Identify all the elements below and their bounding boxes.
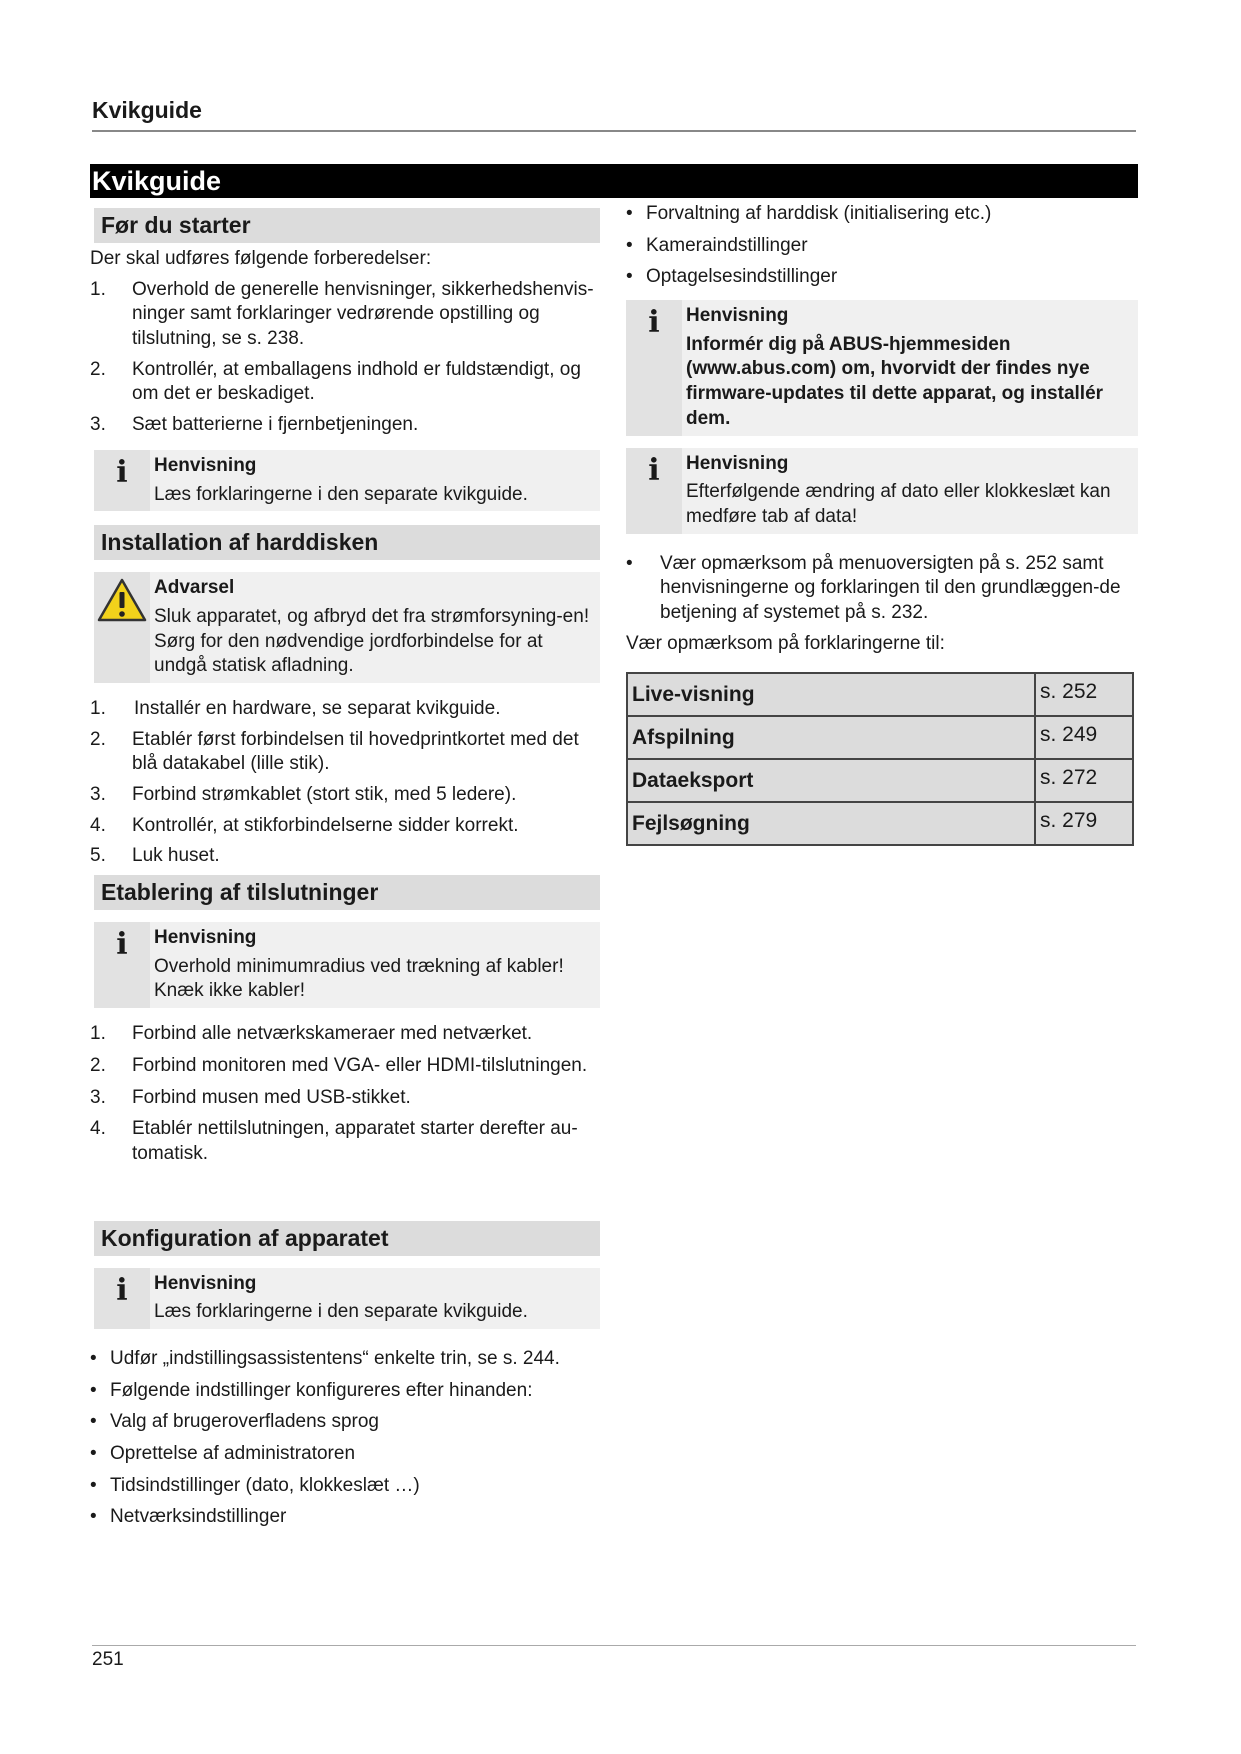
table-row: Afspilning s. 249 bbox=[627, 716, 1133, 759]
section-heading-install-disk: Installation af harddisken bbox=[94, 525, 600, 560]
table-row: Fejlsøgning s. 279 bbox=[627, 802, 1133, 845]
table-intro: Vær opmærksom på forklaringerne til: bbox=[626, 632, 945, 654]
note-text: Efterfølgende ændring af dato eller klokkeslæt kan medføre tab af data! bbox=[686, 481, 1111, 527]
before-start-steps bbox=[90, 278, 600, 438]
warning-text: Sluk apparatet, og afbryd det fra strømforsyning-en! bbox=[154, 605, 590, 627]
info-icon: i bbox=[626, 300, 682, 435]
table-row: Live-visning s. 252 bbox=[627, 673, 1133, 716]
list-item: 3. Forbind musen med USB-stikket. bbox=[90, 1086, 411, 1108]
section-heading-before-start: Før du starter bbox=[94, 208, 600, 243]
list-item: • Følgende indstillinger konfigureres efter hinanden: bbox=[90, 1379, 533, 1401]
menu-overview-bullet bbox=[626, 552, 1138, 626]
settings-bullets bbox=[626, 202, 1138, 290]
note-box bbox=[626, 300, 1138, 435]
info-icon: i bbox=[626, 448, 682, 534]
list-item: • Valg af brugeroverfladens sprog bbox=[90, 1411, 379, 1433]
list-item: 5. Luk huset. bbox=[90, 845, 220, 867]
note-text: Læs forklaringerne i den separate kvikguide. bbox=[154, 483, 528, 505]
list-item: • Optagelsesindstillinger bbox=[626, 266, 838, 288]
section-heading-connections: Etablering af tilslutninger bbox=[94, 875, 600, 910]
header-rule bbox=[92, 130, 1136, 132]
list-item: • Udfør „indstillingsassistentens“ enkelte trin, se s. 244. bbox=[90, 1347, 560, 1369]
note-label: Henvisning bbox=[154, 1272, 257, 1294]
note-box bbox=[94, 450, 600, 511]
note-text: Læs forklaringerne i den separate kvikguide. bbox=[154, 1301, 528, 1323]
list-item: • Netværksindstillinger bbox=[90, 1506, 287, 1528]
list-item: 4. Etablér nettilslutningen, apparatet starter derefter au-tomatisk. bbox=[90, 1118, 578, 1164]
note-box bbox=[94, 922, 600, 1008]
connection-steps bbox=[90, 1022, 600, 1166]
page-number: 251 bbox=[92, 1649, 124, 1670]
list-item: • Oprettelse af administratoren bbox=[90, 1443, 356, 1464]
footer-rule bbox=[92, 1645, 1136, 1646]
section-heading-config: Konfiguration af apparatet bbox=[94, 1221, 600, 1256]
list-item: • Forvaltning af harddisk (initialisering etc.) bbox=[626, 203, 992, 224]
note-label: Henvisning bbox=[154, 927, 257, 949]
info-icon: i bbox=[94, 922, 150, 1008]
running-header: Kvikguide bbox=[92, 97, 202, 123]
list-item: 2. Kontrollér, at emballagens indhold er fuldstændigt, og om det er beskadiget. bbox=[90, 358, 581, 405]
list-item: 3. Forbind strømkablet (stort stik, med 5 ledere). bbox=[90, 784, 517, 805]
reference-table bbox=[626, 672, 1134, 846]
list-item: 1. Forbind alle netværkskameraer med netværket. bbox=[90, 1023, 533, 1045]
warning-text: Sørg for den nødvendige jordforbindelse for at undgå statisk afladning. bbox=[154, 630, 543, 677]
list-item: • Tidsindstillinger (dato, klokkeslæt …) bbox=[90, 1474, 420, 1496]
info-icon: i bbox=[94, 1268, 150, 1329]
page-title: Kvikguide bbox=[90, 164, 1138, 198]
list-item: 3. Sæt batterierne i fjernbetjeningen. bbox=[90, 414, 419, 436]
list-item: 1. Installér en hardware, se separat kvikguide. bbox=[90, 697, 501, 719]
list-item: 2. Forbind monitoren med VGA- eller HDMI-tilslutningen. bbox=[90, 1054, 588, 1076]
intro-text: Der skal udføres følgende forberedelser: bbox=[90, 248, 432, 269]
note-label: Henvisning bbox=[154, 454, 257, 476]
warning-label: Advarsel bbox=[154, 577, 235, 599]
list-item: • Kameraindstillinger bbox=[626, 234, 808, 256]
list-item: • Vær opmærksom på menuoversigten på s. 252 samt henvisningerne og forklaringen til den grundlæggen-de betjening af systemet på s. 232. bbox=[626, 552, 1121, 623]
note-box bbox=[94, 1268, 600, 1329]
table-row: Dataeksport s. 272 bbox=[627, 759, 1133, 802]
left-column bbox=[90, 208, 600, 1530]
list-item: 4. Kontrollér, at stikforbindelserne sidder korrekt. bbox=[90, 814, 519, 836]
list-item: 1. Overhold de generelle henvisninger, sikkerhedshenvis-ninger samt forklaringer vedrørende opstilling og tilslutning, se s. 238. bbox=[90, 278, 594, 350]
note-text: Informér dig på ABUS-hjemmesiden (www.abus.com) om, hvorvidt der findes nye firmware-updates til dette apparat, og installér dem. bbox=[686, 333, 1104, 429]
list-item: 2. Etablér først forbindelsen til hovedprintkortet med det blå datakabel (lille stik). bbox=[90, 728, 579, 775]
note-label: Henvisning bbox=[686, 305, 789, 327]
warning-box bbox=[94, 572, 600, 683]
config-bullets bbox=[90, 1347, 600, 1530]
right-column bbox=[626, 202, 1138, 846]
warning-icon bbox=[94, 572, 150, 683]
note-text: Overhold minimumradius ved trækning af kabler! Knæk ikke kabler! bbox=[154, 955, 564, 1002]
note-box bbox=[626, 448, 1138, 534]
install-steps bbox=[90, 697, 600, 869]
note-label: Henvisning bbox=[686, 452, 789, 474]
info-icon: i bbox=[94, 450, 150, 511]
